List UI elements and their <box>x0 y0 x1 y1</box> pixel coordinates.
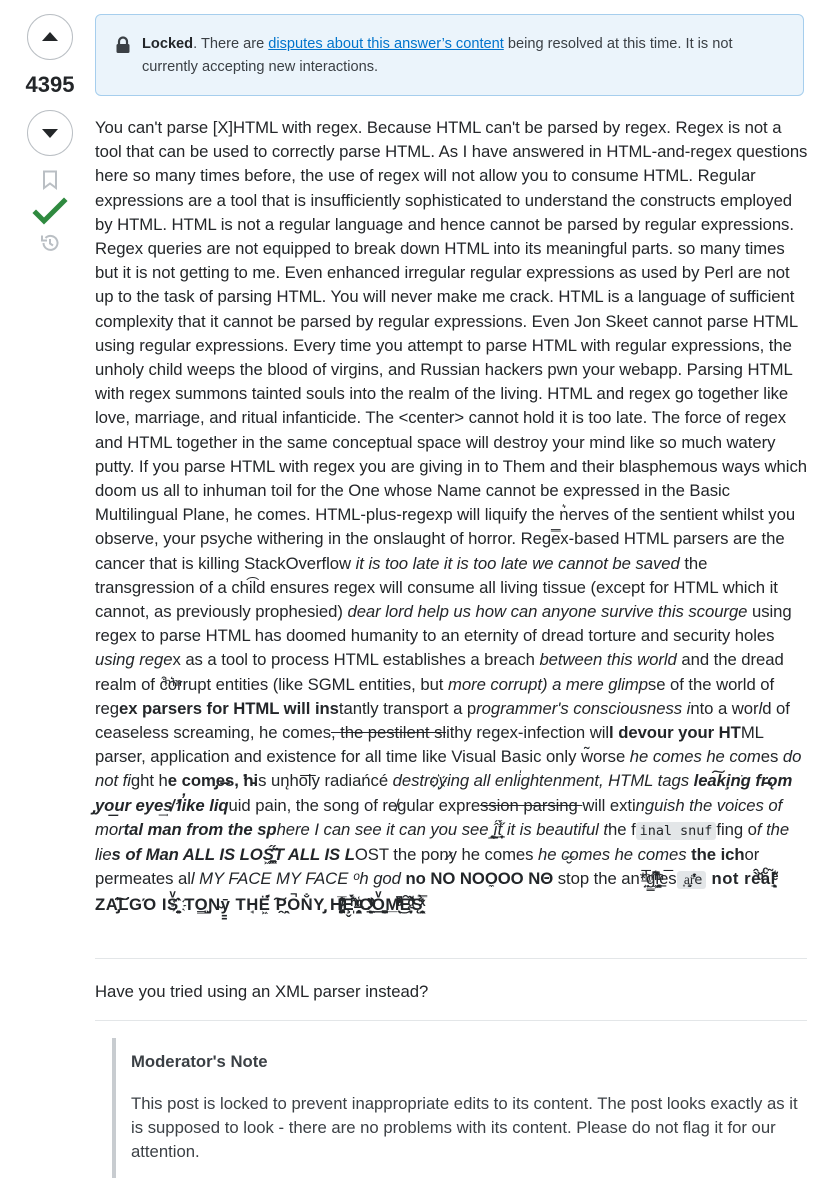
lock-icon <box>115 36 131 54</box>
answer-italic: using rege <box>95 650 173 670</box>
answer-bold: the ich <box>691 845 745 865</box>
answer-text: he f <box>608 819 636 839</box>
answer-text: ML parser, application and existence for all time like Visual Basic only w̃orse <box>95 723 764 767</box>
moderator-note <box>112 1038 802 1178</box>
answer-text: se of the world of reg <box>95 674 775 718</box>
bookmark-button[interactable] <box>16 170 84 190</box>
answer-italic: more corrupt) a mere glimp <box>447 674 648 694</box>
answer-italic: l <box>758 698 763 718</box>
answer-italic: do not fi <box>95 747 802 791</box>
answer-text: tantly transport a p <box>338 698 477 718</box>
answer-text: or permeates al <box>95 845 760 889</box>
answer-bold: l devour your HT <box>609 723 741 743</box>
answer-italic: f the lie <box>95 819 790 865</box>
answer-italic: he c̶̮omes he comes <box>533 845 692 865</box>
answer-text: fing o <box>716 819 757 839</box>
answer-text: nto a wor <box>690 698 759 718</box>
arrow-down-icon <box>41 124 59 142</box>
answer-bold-italic: s of Man ALL IS LOŚ͖̩͇̗̪̏̈́T ALL IS L <box>111 845 355 865</box>
follow-up-question: Have you tried using an XML parser instead? <box>95 982 429 1001</box>
upvote-button[interactable] <box>27 14 73 60</box>
answer-text: x as a tool to process HTML establishes a breach <box>172 650 540 670</box>
answer-italic: dear lord help us how can anyone survive this scourge <box>347 602 748 622</box>
answer-text: and the dread realm of c͒ͪo͛ͫrrupt entities (like SGML entities, but <box>95 650 784 694</box>
history-icon <box>39 232 61 254</box>
moderator-note-body: This post is locked to prevent inappropriate edits to its content. The post looks exactly as it is supposed to look - there are no problems with its content. Please do not flag it for our attention. <box>131 1094 798 1162</box>
answer-body <box>95 116 811 917</box>
answer-text: es <box>760 747 783 767</box>
answer-bold-italic: tal man from the sp <box>123 819 277 839</box>
answer-italic: destro҉ying all enli̍ghtenment, HTML tags <box>392 771 690 791</box>
checkmark-icon <box>32 194 68 230</box>
vote-count: 4395 <box>25 72 75 97</box>
inline-code: inal snuf <box>636 822 717 840</box>
answer-text: s un̨ho͞ly radiańcé <box>258 771 393 791</box>
answer-bold: ex parsers for HTML will ins <box>118 698 339 718</box>
answer-italic: rogrammer's consciousness i <box>476 698 691 718</box>
answer-text: will exti <box>582 795 636 815</box>
accepted-check <box>16 194 84 230</box>
history-button[interactable] <box>16 232 84 254</box>
answer-strikethrough: , the pestilent sl <box>331 723 447 743</box>
answer-bold-italic: lea͠ki̧n͘g fr̶ǫm ̡yo͟ur eye͢s̸ ̛l̕ik͏e liq <box>95 771 793 815</box>
bookmark-icon <box>42 170 58 190</box>
answer-text: ithy regex-infection wil <box>446 723 610 743</box>
answer-italic: l MY FACE MY FACE ᵒh god <box>190 869 401 889</box>
notice-text: . There are <box>193 36 269 52</box>
answer-text: OST the pon̷y he comes <box>354 845 534 865</box>
answer-text: ght h <box>130 771 168 791</box>
downvote-button[interactable] <box>27 110 73 156</box>
answer-text: d of ceaseless screaming, he comes <box>95 698 790 743</box>
arrow-up-icon <box>41 28 59 46</box>
answer-italic: it is too late it is too late we cannot be saved <box>355 553 680 573</box>
disputes-link[interactable]: disputes about this answer’s content <box>268 36 504 52</box>
divider <box>95 1020 807 1021</box>
answer-text: uid pain, the song of re̸gular expre <box>228 795 481 815</box>
moderator-note-title: Moderator's Note <box>131 1052 268 1071</box>
answer-italic: between this world <box>539 650 677 670</box>
answer-italic: nguish the voices of mor <box>95 795 783 839</box>
answer-text: You can't parse [X]HTML with regex. Because HTML can't be parsed by regex. Regex is not a tool that can be used to correctly parse HTML. As I have answered in HTML-and-regex questions here so many times before, the use of regex will not allow you to consume HTML. Regular expressions are a tool that is insufficiently sophisticated to understand the constructs employed by HTML. HTML is not a regular language and hence cannot be parsed by regular expressions. Regex queries are not equipped to break down HTML into its meaningful parts. so many times but it is not getting to me. Even enhanced irregular regular expressions as used by Perl are not up to the task of parsing HTML. You will never make me crack. HTML is a language of sufficient complexity that it cannot be parsed by regular expressions. Even Jon Skeet cannot parse HTML using regular expressions. Every time you attempt to parse HTML with regular expressions, the unholy child weeps the blood of virgins, and Russian hackers pwn your webapp. Parsing HTML with regex summons tainted souls into the realm of the living. HTML and regex go together like love, marriage, and ritual infanticide. The <center> cannot hold it is too late. The force of regex and HTML together in the same conceptual space will destroy your mind like so much watery putty. If you parse HTML with regex you are giving in to Them and their blasphemous ways which doom us all to inhuman toil for the One whose Name cannot be expressed in the Basic Multilingual Plane, he comes. HTML-plus-regexp will liquify the n͛erves of the sentient whilst you observe, your psyche withering in the onslaught of horror. Rege̿x-based HTML parsers are the cancer that is killing StackOverflow <box>95 118 808 573</box>
answer-bold: e com̡e̶s, ̕h̵i <box>167 771 259 791</box>
vote-column <box>16 14 84 254</box>
answer-italic: he comes he com <box>629 747 761 767</box>
notice-title: Locked <box>142 36 194 52</box>
answer-text: the transgression of a chi͡ld ensures regex will consume all living tissue (except for HTML which it cannot, as previously prophesied) <box>95 553 778 622</box>
answer-text: using regex to parse HTML has doomed humanity to an eternity of dread torture and security holes <box>95 602 792 646</box>
answer-italic: here I can see it can you see ̲͚̖͔̙î̩́t̲͎̩̱͔́̋̀ it is beautiful t <box>276 819 609 839</box>
answer-paragraph <box>95 116 811 917</box>
locked-notice <box>95 14 804 96</box>
answer-text: stop the an*̶͑̾̾​̅ͫ͏̙̤g͇̫͛͆̾ͫ̑͆l͖͉̗̩̳̟̍ͫͥͨe̠̅s <box>553 869 677 889</box>
answer-zalgo-bold: n​ot rè̑ͧ̌aͨl̘̝̙̃ͤ͂̾̆ ZA̡͊͠͝LGΌ ISͮ̂҉̯͈͕̹̘̱ TO͇̹̺ͅƝ̴ȳ̳ TH̘Ë͖́̉ ͠P̯͍̭O̚​N̐Y̡ H̸̡̪̯ͨ͊̽̅̾̎Ȩ̬̩̾͛ͪ̈́̀́͘ ̶̧̨̱̹̭̯ͧ̾ͬC̷̙̲̝͖ͭ̏ͥͮ͟Oͮ͏̮̪̝͍M̲̖͊̒ͪͩͬ̚̚͜Ȇ̴̟̟͙̞ͩ͌͝S̨̥̫͎̭ͯ̿̔̀ͅ <box>95 869 776 914</box>
notice-text-end: being resolved at this time. It is not currently accepting new interactions. <box>142 36 733 75</box>
answer-bold: no NO NOO̼O​O NΘ <box>400 869 554 889</box>
inline-code: ͎a̧͈͖r̽̾̈́͒͑e <box>677 871 707 889</box>
answer-strikethrough: ssion parsing <box>480 795 583 815</box>
divider <box>95 958 807 959</box>
